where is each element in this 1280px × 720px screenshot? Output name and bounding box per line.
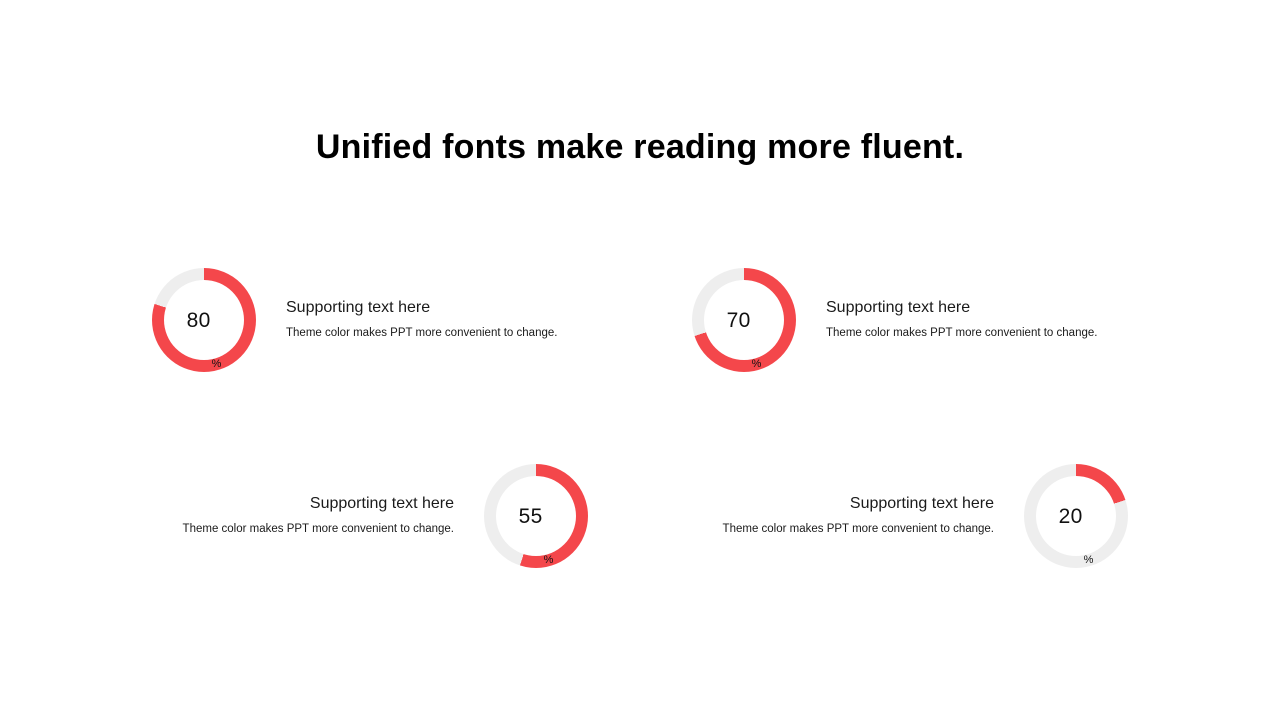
donut-chart-1 xyxy=(152,268,256,372)
donut-value-number-1: 80 xyxy=(186,308,211,332)
donut-value-unit-2: % xyxy=(751,358,762,370)
donut-value-4 xyxy=(1024,464,1128,568)
stat-text-1 xyxy=(282,299,592,342)
donut-value-number-4: 20 xyxy=(1058,504,1083,528)
stat-heading-4: Supporting text here xyxy=(849,494,994,512)
donut-value-number-3: 55 xyxy=(518,504,543,528)
stat-item-3 xyxy=(148,464,588,568)
stat-text-4 xyxy=(688,495,998,538)
stat-text-2 xyxy=(822,299,1132,342)
stat-heading-3: Supporting text here xyxy=(309,494,454,512)
donut-value-1 xyxy=(152,268,256,372)
stat-heading-1: Supporting text here xyxy=(286,298,431,316)
stat-body-4: Theme color makes PPT more convenient to change. xyxy=(722,522,994,535)
stat-heading-2: Supporting text here xyxy=(826,298,971,316)
stat-body-2: Theme color makes PPT more convenient to change. xyxy=(826,326,1098,339)
stat-item-2 xyxy=(692,268,1132,372)
donut-value-unit-3: % xyxy=(543,554,554,566)
page-title: Unified fonts make reading more fluent. xyxy=(315,128,965,166)
donut-value-2 xyxy=(692,268,796,372)
stat-body-3: Theme color makes PPT more convenient to change. xyxy=(182,522,454,535)
stat-item-1 xyxy=(152,268,592,372)
stat-item-4 xyxy=(688,464,1128,568)
donut-value-unit-1: % xyxy=(211,358,222,370)
donut-value-unit-4: % xyxy=(1083,554,1094,566)
stat-text-3 xyxy=(148,495,458,538)
donut-chart-3 xyxy=(484,464,588,568)
donut-value-3 xyxy=(484,464,588,568)
stat-body-1: Theme color makes PPT more convenient to change. xyxy=(286,326,558,339)
donut-chart-2 xyxy=(692,268,796,372)
donut-chart-4 xyxy=(1024,464,1128,568)
donut-value-number-2: 70 xyxy=(726,308,751,332)
